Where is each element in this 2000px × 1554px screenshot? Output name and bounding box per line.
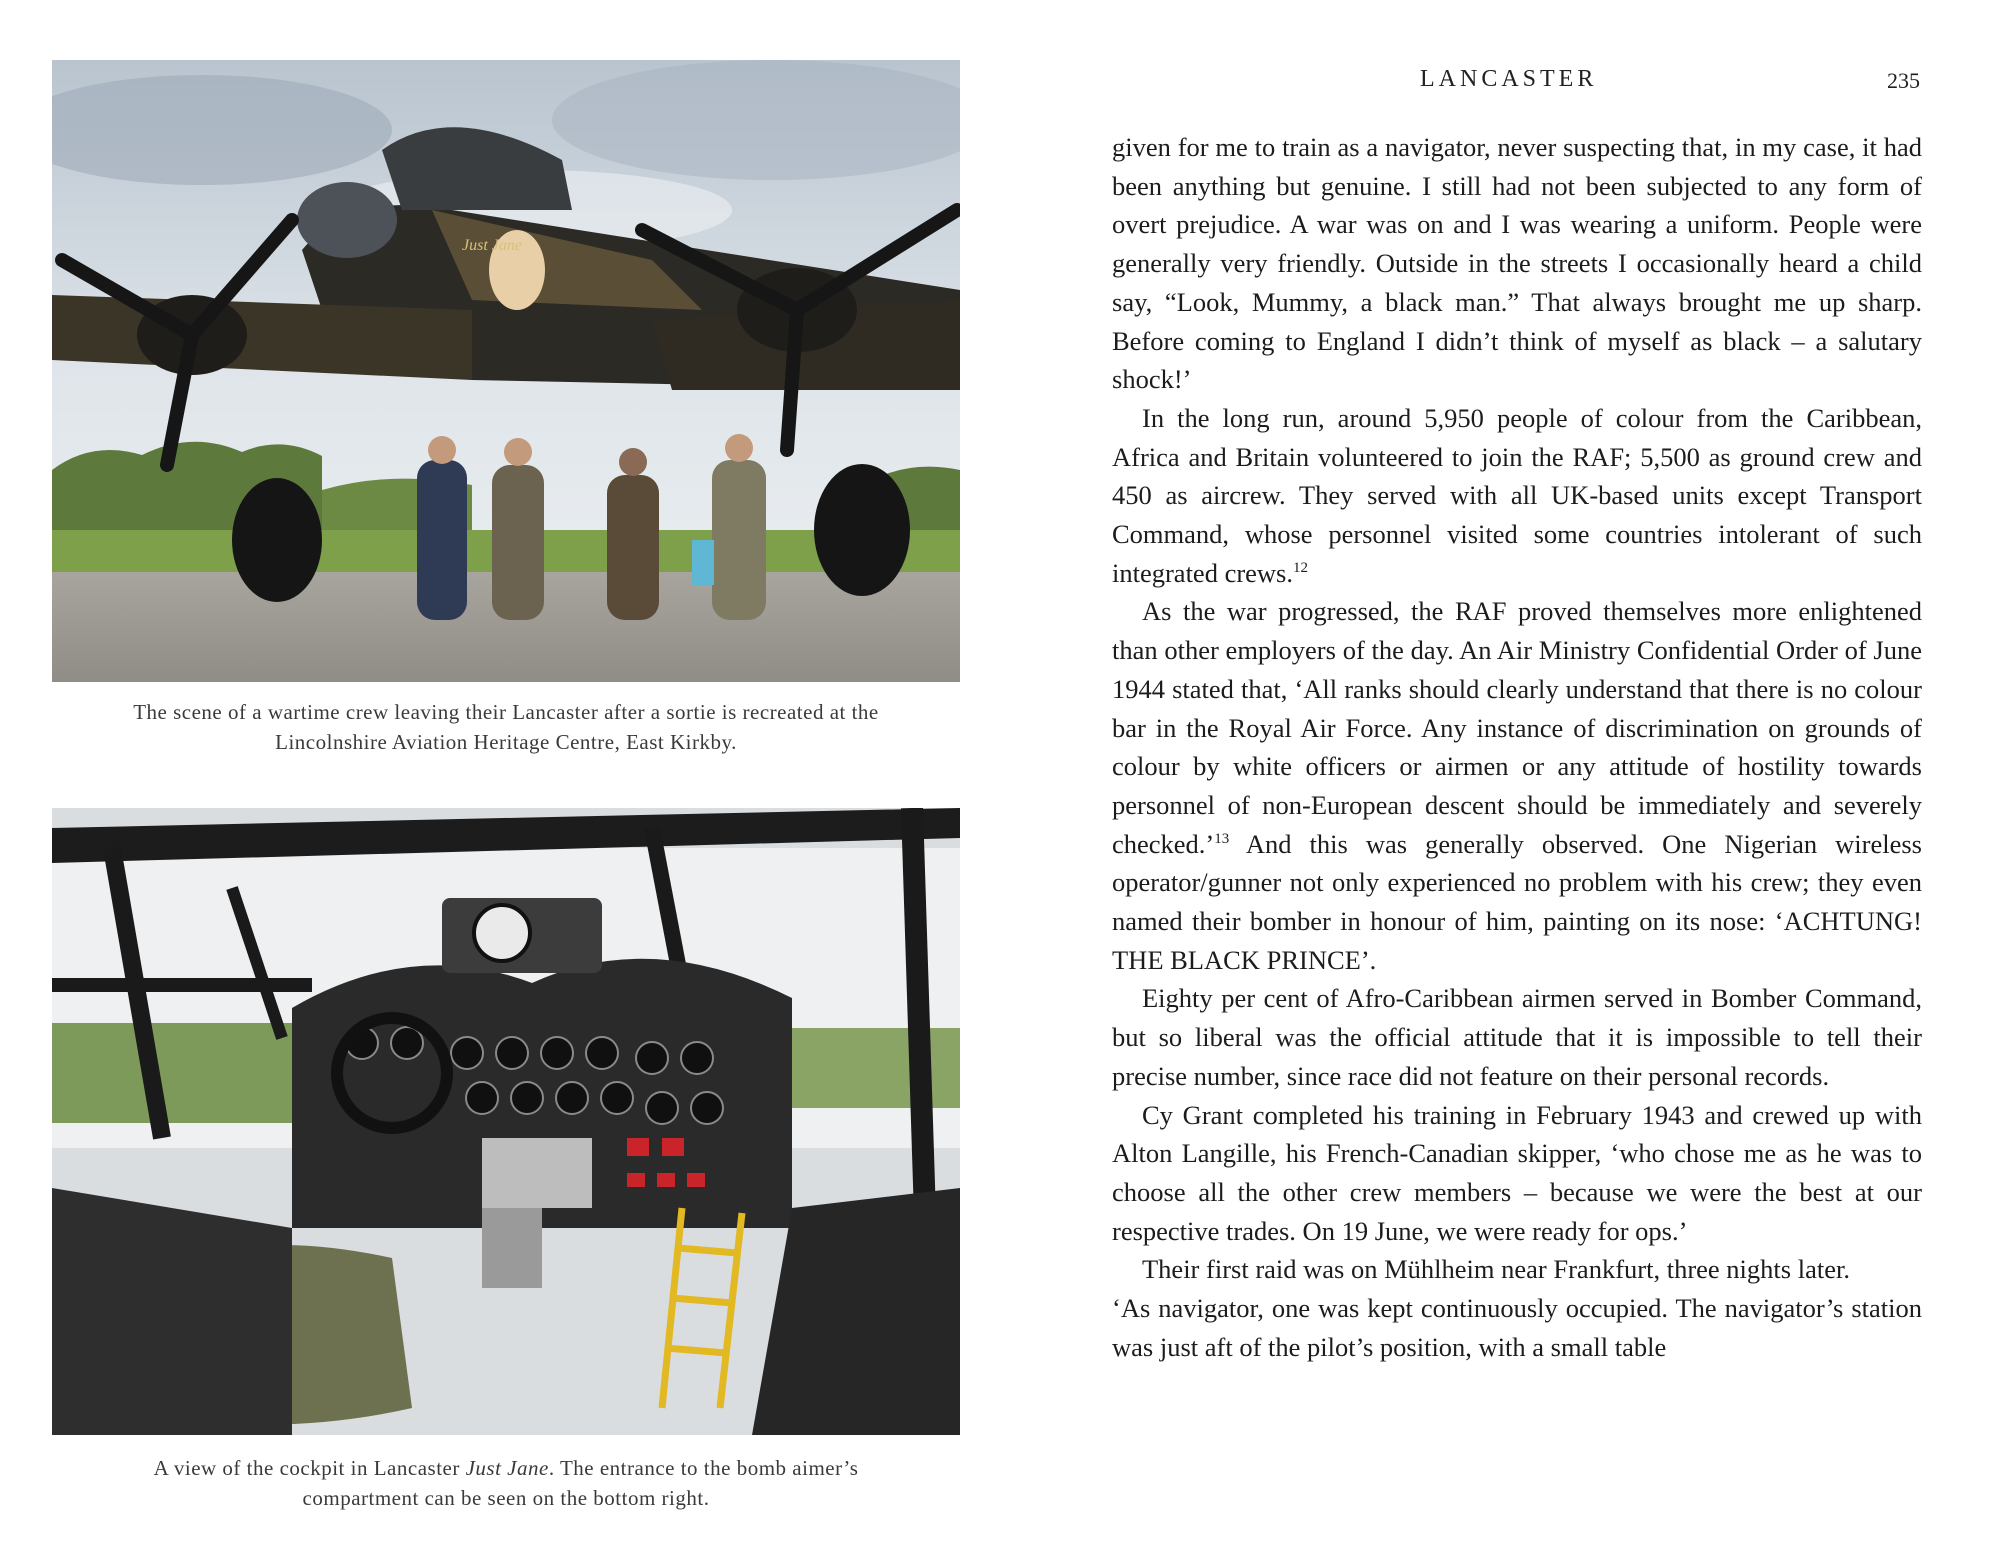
caption2-aircraft-name: Just Jane xyxy=(465,1456,549,1480)
paragraph-3-tail: And this was generally observed. One Nigerian wireless operator/gunner not only experienced no problem with his crew; they even named their bomber in honour of him, painting on its nose: ‘ACHTUNG! THE BLACK PRINCE’. xyxy=(1112,828,1922,975)
photo2-caption xyxy=(52,1453,960,1513)
paragraph-3-text: As the war progressed, the RAF proved themselves more enlightened than other employers of the day. An Air Ministry Confidential Order of June 1944 stated that, ‘All ranks should clearly understand that there is no colour bar in the Royal Air Force. Any instance of discrimination on grounds of colour by white officers or airmen or any attitude of hostility towards personnel of non-European descent should be immediately and severely checked.’ xyxy=(1112,596,1922,859)
paragraph-5: Cy Grant completed his training in February 1943 and crewed up with Alton Langille, his French-Canadian skipper, ‘who chose me as he was to choose all the other crew members – because we were the best at our respective trades. On 19 June, we were ready for ops.’ xyxy=(1112,1099,1922,1246)
lancaster-cockpit-photo xyxy=(52,808,960,1435)
paragraph-2 xyxy=(1112,399,1922,593)
caption1-line2: Lincolnshire Aviation Heritage Centre, East Kirkby. xyxy=(275,730,737,754)
nose-art-text: Just Jane xyxy=(462,237,522,254)
caption2-suffix: . The entrance to the bomb aimer’s xyxy=(548,1456,859,1480)
caption1-line1: The scene of a wartime crew leaving their Lancaster after a sortie is recreated at the xyxy=(133,700,879,724)
caption2-line1 xyxy=(52,1453,960,1483)
page-number: 235 xyxy=(1887,68,1920,93)
paragraph-4: Eighty per cent of Afro-Caribbean airmen served in Bomber Command, but so liberal was the official attitude that it is impossible to tell their precise number, since race did not feature on their personal records. xyxy=(1112,983,1922,1091)
footnote-ref-12: 12 xyxy=(1293,559,1308,576)
right-page xyxy=(1000,0,2000,1554)
photo1-caption xyxy=(52,697,960,757)
body-text xyxy=(1112,128,1922,1367)
paragraph-7: ‘As navigator, one was kept continuously occupied. The navigator’s station was just aft of the pilot’s position, with a small table xyxy=(1112,1293,1922,1362)
running-head: LANCASTER xyxy=(1420,66,1598,92)
caption2-prefix: A view of the cockpit in Lancaster xyxy=(153,1456,466,1480)
paragraph-3 xyxy=(1112,592,1922,979)
lancaster-exterior-photo xyxy=(52,60,960,682)
caption2-line2: compartment can be seen on the bottom right. xyxy=(302,1486,710,1510)
paragraph-6: Their first raid was on Mühlheim near Frankfurt, three nights later. xyxy=(1142,1254,1850,1285)
footnote-ref-13: 13 xyxy=(1214,830,1230,847)
paragraph-2-text: In the long run, around 5,950 people of colour from the Caribbean, Africa and Britain volunteered to join the RAF; 5,500 as ground crew and 450 as aircrew. They served with all UK-based units except Transport Command, whose personnel visited some countries intolerant of such integrated crews. xyxy=(1112,402,1922,588)
paragraph-1: given for me to train as a navigator, never suspecting that, in my case, it had been anything but genuine. I still had not been subjected to any form of overt prejudice. A war was on and I was wearing a uniform. People were generally very friendly. Outside in the streets I occasionally heard a child say, “Look, Mummy, a black man.” That always brought me up sharp. Before coming to England I didn’t think of myself as black – a salutary shock!’ xyxy=(1112,132,1922,395)
